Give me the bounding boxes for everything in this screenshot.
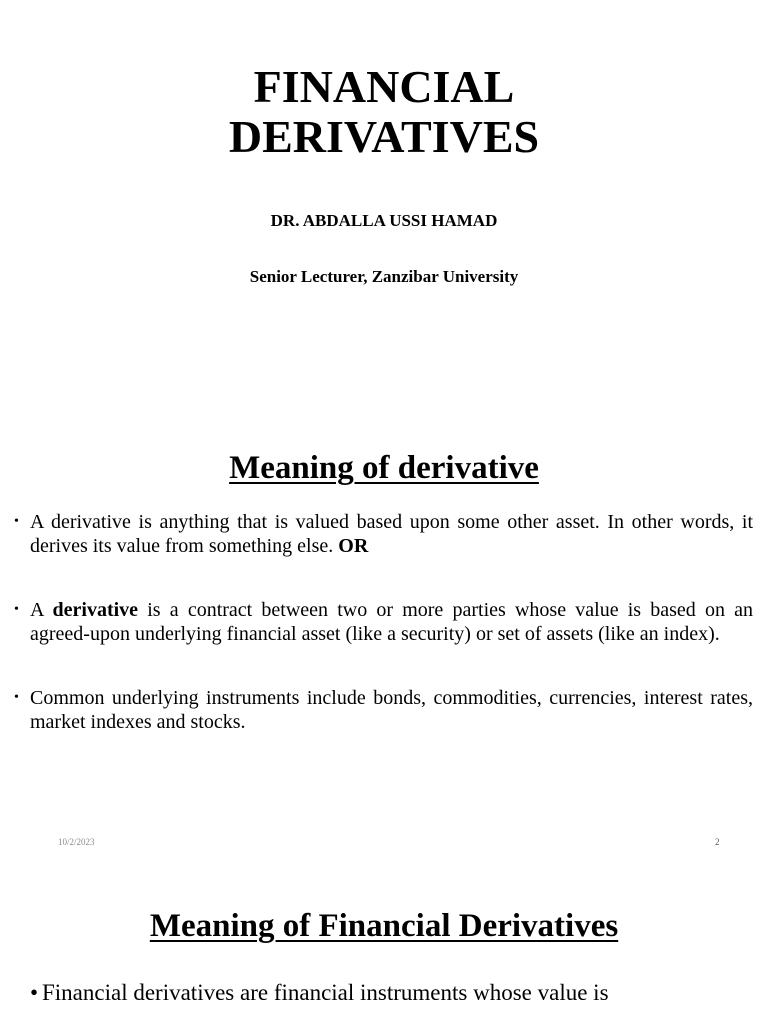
- bullet-text: Common underlying instruments include bonds, commodities, currencies, interest rates, market indexes and stocks.: [30, 687, 753, 733]
- meaning-of-financial-derivatives-slide: [0, 870, 768, 1024]
- bullet-dot: •: [14, 602, 19, 617]
- bullet-list: [14, 510, 753, 734]
- bullet-item: [14, 598, 753, 646]
- footer-date: 10/2/2023: [58, 837, 95, 847]
- bullet-text: A derivative is anything that is valued based upon some other asset. In other words, it derives its value from something else.: [30, 511, 753, 557]
- bullet-text: is a contract between two or more parties whose value is based on an agreed-upon underlying financial asset (like a security) or set of assets (like an index).: [30, 599, 754, 645]
- bullet-bold-suffix: OR: [338, 535, 369, 557]
- author-role: Senior Lecturer, Zanzibar University: [249, 267, 519, 286]
- title-slide: [0, 0, 768, 390]
- slide-title: Meaning of derivative: [229, 450, 539, 486]
- meaning-of-derivative-slide: [0, 390, 768, 870]
- slide-title: Meaning of Financial Derivatives: [149, 908, 619, 944]
- bullet-dot: •: [30, 980, 39, 1005]
- page-number: 2: [715, 837, 720, 847]
- bullet-item: [14, 686, 753, 734]
- bullet-prefix: A: [30, 599, 44, 621]
- title-line-1: FINANCIAL: [253, 61, 515, 112]
- presentation-title: [0, 62, 768, 162]
- title-line-2: DERIVATIVES: [228, 111, 540, 162]
- bullet-bold-word: derivative: [52, 599, 139, 621]
- bullet-dot: •: [14, 690, 19, 705]
- bullet-text: Financial derivatives are financial instruments whose value is: [42, 980, 609, 1005]
- bullet-list: [30, 980, 723, 1006]
- bullet-item: [30, 980, 723, 1006]
- bullet-dot: •: [14, 514, 19, 529]
- author-name: DR. ABDALLA USSI HAMAD: [270, 211, 498, 230]
- bullet-item: [14, 510, 753, 558]
